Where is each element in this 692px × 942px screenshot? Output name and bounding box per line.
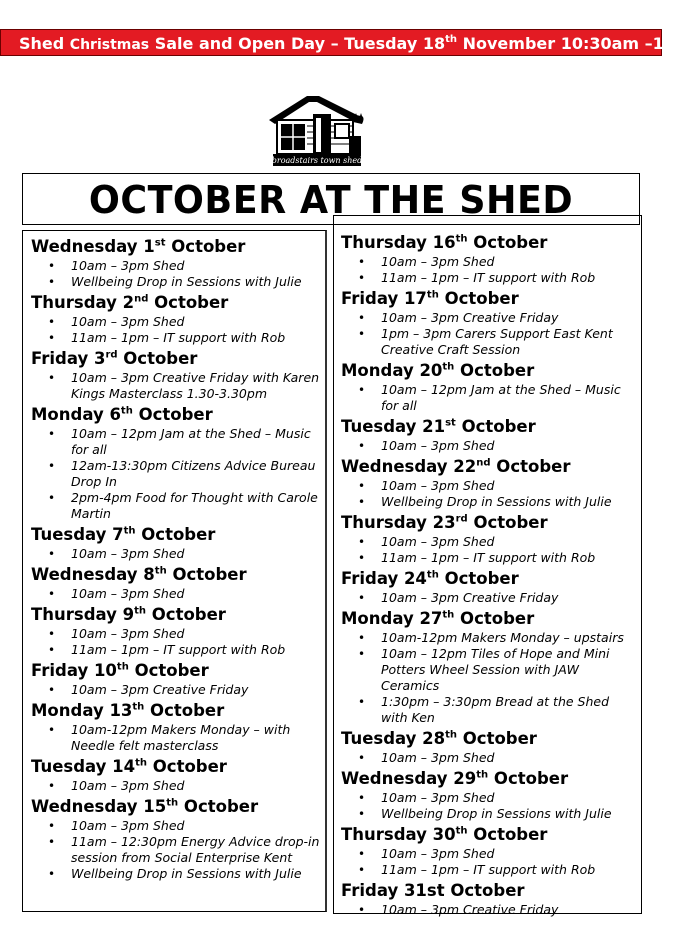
banner-text-2: Christmas — [69, 37, 150, 53]
day-heading-text: Monday 27 — [341, 609, 443, 628]
session-item: • 10am – 12pm Jam at the Shed – Music for all — [31, 426, 323, 458]
session-list — [341, 750, 639, 766]
day-heading-suffix: th — [445, 729, 458, 741]
day-heading-suffix: th — [120, 405, 133, 417]
day-heading — [31, 292, 323, 314]
day-heading-month: October — [135, 525, 216, 544]
day-heading — [341, 416, 639, 438]
day-heading-month: October — [144, 701, 225, 720]
session-list — [341, 438, 639, 454]
day-heading — [341, 824, 639, 846]
day-heading-month: October — [148, 293, 229, 312]
day-heading — [31, 604, 323, 626]
day-heading-suffix: nd — [476, 457, 491, 469]
day-heading-suffix: th — [154, 565, 167, 577]
day-heading — [31, 404, 323, 426]
logo-text: broadstairs town shed — [271, 156, 363, 165]
session-item: • 10am – 3pm Shed — [341, 478, 639, 494]
banner-text-4: November 10:30am –1pm — [457, 34, 692, 53]
session-list — [341, 790, 639, 822]
session-item: • Wellbeing Drop in Sessions with Julie — [31, 274, 323, 290]
day-heading-suffix: th — [166, 797, 179, 809]
day-heading-month: October — [467, 825, 548, 844]
session-item: • 10am – 12pm Jam at the Shed – Music for all — [341, 382, 639, 414]
day-heading-month: October — [454, 609, 535, 628]
session-item: • 10am – 3pm Shed — [341, 254, 639, 270]
day-heading — [341, 880, 639, 902]
day-heading-suffix: th — [442, 361, 455, 373]
day-heading-text: Tuesday 7 — [31, 525, 124, 544]
day-heading-suffix: th — [123, 525, 136, 537]
day-heading — [341, 512, 639, 534]
day-heading-text: Wednesday 29 — [341, 769, 477, 788]
session-item: • 10am – 3pm Shed — [341, 750, 639, 766]
session-item: • 11am – 1pm – IT support with Rob — [341, 550, 639, 566]
day-heading-suffix: st — [154, 237, 166, 249]
session-item: • 10am-12pm Makers Monday – with Needle felt masterclass — [31, 722, 323, 754]
day-heading-suffix: th — [426, 569, 439, 581]
session-list — [31, 818, 323, 882]
day-heading-text: Thursday 16 — [341, 233, 456, 252]
day-heading — [31, 236, 323, 258]
session-list — [31, 426, 323, 522]
day-heading-month: October — [178, 797, 259, 816]
session-item: • 11am – 1pm – IT support with Rob — [341, 862, 639, 878]
day-heading-text: Tuesday 21 — [341, 417, 446, 436]
day-heading-month: October — [490, 457, 571, 476]
day-heading-text: Wednesday 22 — [341, 457, 477, 476]
day-heading-text: Friday 17 — [341, 289, 427, 308]
day-heading-text: Friday 24 — [341, 569, 427, 588]
day-heading-text: Friday 31st October — [341, 881, 525, 900]
event-banner — [0, 29, 692, 56]
left-schedule — [31, 236, 323, 884]
day-heading-text: Friday 10 — [31, 661, 117, 680]
session-item: • 11am – 1pm – IT support with Rob — [341, 270, 639, 286]
day-heading-text: Monday 13 — [31, 701, 133, 720]
session-item: • 10am – 3pm Shed — [341, 438, 639, 454]
page-title: OCTOBER AT THE SHED — [88, 178, 574, 222]
session-list — [31, 682, 323, 698]
session-item: • Wellbeing Drop in Sessions with Julie — [341, 806, 639, 822]
day-heading-month: October — [438, 289, 519, 308]
day-heading — [31, 348, 323, 370]
session-list — [341, 310, 639, 358]
day-heading-month: October — [457, 729, 537, 748]
session-item: • 10am – 3pm Shed — [31, 314, 323, 330]
session-item: • Wellbeing Drop in Sessions with Julie — [341, 494, 639, 510]
session-item: • 10am – 3pm Shed — [31, 258, 323, 274]
day-heading-suffix: st — [445, 417, 456, 429]
day-heading — [341, 232, 639, 254]
day-heading — [31, 524, 323, 546]
session-list — [31, 314, 323, 346]
day-heading — [31, 756, 323, 778]
session-item: • 10am – 3pm Shed — [31, 626, 323, 642]
session-list — [341, 534, 639, 566]
day-heading-suffix: rd — [455, 513, 468, 525]
day-heading-text: Wednesday 1 — [31, 237, 155, 256]
session-list — [341, 382, 639, 414]
day-heading-text: Wednesday 8 — [31, 565, 155, 584]
session-item: • 2pm-4pm Food for Thought with Carole Martin — [31, 490, 323, 522]
session-list — [31, 722, 323, 754]
session-item: • 11am – 1pm – IT support with Rob — [31, 642, 323, 658]
session-item: • 1:30pm – 3:30pm Bread at the Shed with Ken — [341, 694, 639, 726]
day-heading-suffix: th — [426, 289, 439, 301]
banner-sup: th — [445, 33, 458, 45]
session-item: • 12am-13:30pm Citizens Advice Bureau Drop In — [31, 458, 323, 490]
session-list — [31, 586, 323, 602]
session-item: • 10am – 3pm Shed — [341, 846, 639, 862]
banner-text-3: Sale and Open Day – Tuesday 18 — [149, 34, 446, 53]
day-heading-suffix: th — [476, 769, 489, 781]
day-heading-month: October — [455, 417, 536, 436]
day-heading-suffix: th — [116, 661, 129, 673]
day-heading-suffix: th — [135, 757, 148, 769]
day-heading-text: Thursday 23 — [341, 513, 456, 532]
session-list — [341, 478, 639, 510]
day-heading — [341, 456, 639, 478]
day-heading-text: Thursday 2 — [31, 293, 135, 312]
session-item: • 11am – 12:30pm Energy Advice drop-in session from Social Enterprise Kent — [31, 834, 323, 866]
day-heading — [341, 288, 639, 310]
day-heading — [31, 564, 323, 586]
session-list — [341, 630, 639, 726]
day-heading-month: October — [438, 569, 519, 588]
session-list — [341, 590, 639, 606]
session-item: • 10am – 12pm Tiles of Hope and Mini Potters Wheel Session with JAW Ceramics — [341, 646, 639, 694]
day-heading — [31, 660, 323, 682]
day-heading-suffix: th — [442, 609, 455, 621]
day-heading-suffix: rd — [105, 349, 118, 361]
session-item: • 10am-12pm Makers Monday – upstairs — [341, 630, 639, 646]
day-heading-month: October — [147, 757, 227, 776]
banner-text-1: Shed — [19, 34, 70, 53]
day-heading-month: October — [128, 661, 209, 680]
day-heading-month: October — [117, 349, 198, 368]
day-heading — [341, 768, 639, 790]
left-column — [22, 230, 327, 912]
session-item: • 11am – 1pm – IT support with Rob — [31, 330, 323, 346]
session-item: • 10am – 3pm Shed — [31, 818, 323, 834]
day-heading-month: October — [488, 769, 569, 788]
day-heading — [31, 700, 323, 722]
day-heading-text: Thursday 30 — [341, 825, 456, 844]
day-heading-month: October — [467, 513, 548, 532]
session-list — [31, 370, 323, 402]
session-item: • 10am – 3pm Creative Friday — [341, 310, 639, 326]
session-list — [341, 902, 639, 918]
shed-logo-icon — [267, 92, 367, 168]
session-item: • 10am – 3pm Shed — [341, 534, 639, 550]
day-heading — [341, 360, 639, 382]
right-schedule — [341, 232, 639, 920]
session-item: • 10am – 3pm Shed — [341, 790, 639, 806]
day-heading-text: Tuesday 28 — [341, 729, 446, 748]
day-heading-month: October — [467, 233, 548, 252]
session-list — [31, 778, 323, 794]
day-heading-text: Monday 6 — [31, 405, 121, 424]
day-heading-month: October — [146, 605, 226, 624]
day-heading-suffix: th — [132, 701, 145, 713]
session-item: • 10am – 3pm Shed — [31, 778, 323, 794]
day-heading-suffix: th — [455, 233, 468, 245]
session-item: • Wellbeing Drop in Sessions with Julie — [31, 866, 323, 882]
session-list — [31, 626, 323, 658]
day-heading-suffix: th — [134, 605, 147, 617]
day-heading — [341, 568, 639, 590]
day-heading-text: Friday 3 — [31, 349, 106, 368]
day-heading-month: October — [166, 565, 247, 584]
day-heading — [341, 608, 639, 630]
session-item: • 1pm – 3pm Carers Support East Kent Creative Craft Session — [341, 326, 639, 358]
day-heading-text: Wednesday 15 — [31, 797, 167, 816]
session-item: • 10am – 3pm Creative Friday — [31, 682, 323, 698]
day-heading-suffix: th — [455, 825, 468, 837]
session-list — [341, 846, 639, 878]
session-item: • 10am – 3pm Creative Friday — [341, 590, 639, 606]
session-list — [31, 546, 323, 562]
session-item: • 10am – 3pm Shed — [31, 546, 323, 562]
day-heading-suffix: nd — [134, 293, 149, 305]
day-heading-month: October — [132, 405, 213, 424]
day-heading-text: Monday 20 — [341, 361, 443, 380]
day-heading — [31, 796, 323, 818]
day-heading-text: Thursday 9 — [31, 605, 135, 624]
session-list — [341, 254, 639, 286]
session-item: • 10am – 3pm Creative Friday with Karen Kings Masterclass 1.30-3.30pm — [31, 370, 323, 402]
day-heading-month: October — [454, 361, 535, 380]
session-list — [31, 258, 323, 290]
right-column — [333, 215, 642, 917]
day-heading — [341, 728, 639, 750]
session-item: • 10am – 3pm Creative Friday — [341, 902, 639, 918]
day-heading-month: October — [165, 237, 246, 256]
day-heading-text: Tuesday 14 — [31, 757, 136, 776]
session-item: • 10am – 3pm Shed — [31, 586, 323, 602]
